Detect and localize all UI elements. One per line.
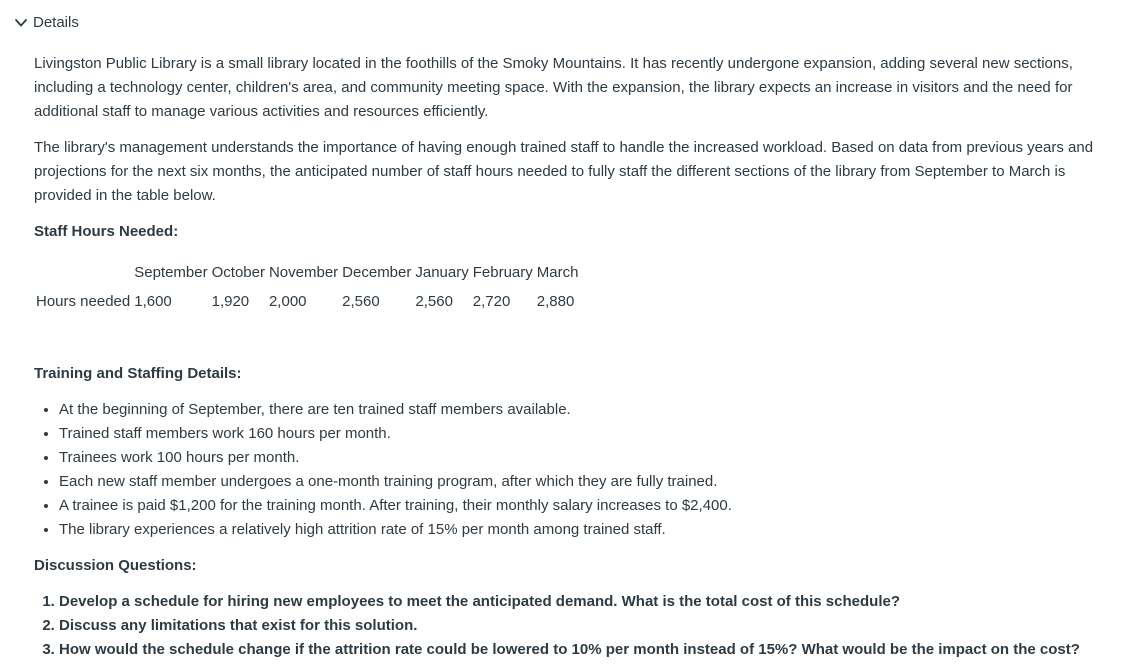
list-item: 2. Discuss any limitations that exist for this solution. <box>59 614 1114 638</box>
staff-hours-table <box>34 258 580 316</box>
hours-cell: 2,560 <box>415 293 453 310</box>
staff-hours-heading: Staff Hours Needed: <box>34 223 179 240</box>
table-corner-cell <box>34 258 132 287</box>
list-item: • Trainees work 100 hours per month. <box>59 446 1114 470</box>
month-header: November <box>268 264 339 281</box>
month-header: September <box>134 264 208 281</box>
hours-cell: 2,880 <box>536 293 575 310</box>
table-header-row <box>34 258 580 287</box>
details-title: Details <box>33 14 79 31</box>
list-item: • Trained staff members work 160 hours per month. <box>59 422 1114 446</box>
month-header: March <box>536 264 579 281</box>
hours-cell: 2,000 <box>268 293 307 310</box>
list-item: 3. How would the schedule change if the attrition rate could be lowered to 10% per month instead of 15%? What would be the impact on the cost? <box>59 638 1114 662</box>
hours-cell: 1,600 <box>134 293 172 310</box>
training-list <box>34 398 1114 542</box>
management-paragraph: The library's management understands the importance of having enough trained staff to handle the increased workload. Based on data from previous years and projections for the next six months, the anticipated number of staff hours needed to fully staff the different sections of the library from September to March is provided in the table below. <box>34 139 1094 204</box>
row-label: Hours needed <box>36 293 131 310</box>
table-spacer <box>34 316 1114 362</box>
month-header: December <box>342 264 412 281</box>
list-item: • The library experiences a relatively high attrition rate of 15% per month among trained staff. <box>59 518 1114 542</box>
table-row <box>34 287 580 316</box>
discussion-list <box>34 590 1114 662</box>
list-item: • A trainee is paid $1,200 for the training month. After training, their monthly salary increases to $2,400. <box>59 494 1114 518</box>
hours-cell: 2,720 <box>472 293 511 310</box>
month-header: January <box>415 264 469 281</box>
training-heading: Training and Staffing Details: <box>34 365 242 382</box>
discussion-heading: Discussion Questions: <box>34 557 197 574</box>
intro-paragraph: Livingston Public Library is a small library located in the foothills of the Smoky Mountains. It has recently undergone expansion, adding several new sections, including a technology center, children's area, and community meeting space. With the expansion, the library expects an increase in visitors and the need for additional staff to manage various activities and resources efficiently. <box>34 55 1073 120</box>
chevron-down-icon <box>14 16 28 30</box>
list-item: 1. Develop a schedule for hiring new employees to meet the anticipated demand. What is the total cost of this schedule? <box>59 590 1114 614</box>
month-header: October <box>211 264 265 281</box>
list-item: • Each new staff member undergoes a one-month training program, after which they are fully trained. <box>59 470 1114 494</box>
list-item: • At the beginning of September, there are ten trained staff members available. <box>59 398 1114 422</box>
details-content <box>34 52 1114 662</box>
hours-cell: 2,560 <box>342 293 380 310</box>
month-header: February <box>472 264 533 281</box>
details-toggle[interactable] <box>14 14 79 31</box>
hours-cell: 1,920 <box>211 293 250 310</box>
